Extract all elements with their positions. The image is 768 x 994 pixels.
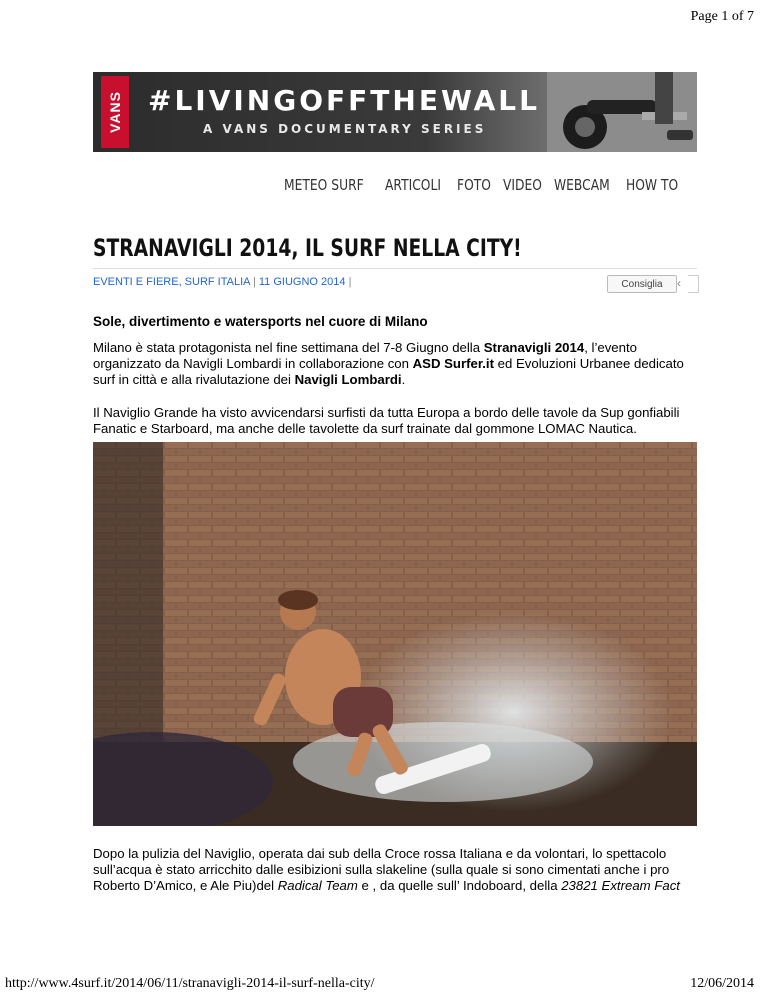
- banner-title: #LIVINGOFFTHEWALL: [148, 84, 540, 117]
- nav-item-webcam[interactable]: WEBCAM: [554, 176, 611, 194]
- share-count: [688, 275, 699, 293]
- footer-date: 12/06/2014: [690, 976, 754, 991]
- article-date: 11 GIUGNO 2014: [258, 276, 346, 288]
- article-title: STRANAVIGLI 2014, IL SURF NELLA CITY!: [93, 234, 522, 262]
- article-lead: Sole, divertimento e watersports nel cuore di Milano: [93, 314, 428, 329]
- nav-item-how-to[interactable]: HOW TO: [626, 176, 679, 194]
- page-number: Page 1 of 7: [690, 9, 754, 24]
- nav-item-foto[interactable]: FOTO: [457, 176, 492, 194]
- share-count-arrow-icon: ‹: [677, 276, 681, 290]
- title-divider: [93, 268, 697, 269]
- footer-url: http://www.4surf.it/2014/06/11/stranavigli-2014-il-surf-nella-city/: [5, 976, 375, 991]
- main-nav: [284, 176, 680, 194]
- paragraph-2: Il Naviglio Grande ha visto avvicendarsi surfisti da tutta Europa a bordo delle tavole da Sup gonfiabili Fanatic e Starboard, ma anche delle tavolette da surf trainate dal gommone LOMAC Nautica.: [93, 405, 680, 436]
- article-meta: EVENTI E FIERE, SURF ITALIA | 11 GIUGNO 2014 |: [93, 276, 352, 288]
- article-categories[interactable]: EVENTI E FIERE, SURF ITALIA: [93, 276, 250, 288]
- vans-logo: VANS: [101, 76, 129, 148]
- nav-item-articoli[interactable]: ARTICOLI: [385, 176, 442, 194]
- ad-banner[interactable]: [93, 72, 697, 152]
- nav-item-meteo-surf[interactable]: METEO SURF: [284, 176, 364, 194]
- article-photo: [93, 442, 697, 826]
- motorcycle-image: [547, 72, 697, 152]
- paragraph-1: Milano è stata protagonista nel fine settimana del 7-8 Giugno della Stranavigli 2014, l’evento organizzato da Navigli Lombardi in collaborazione con ASD Surfer.it ed Evoluzioni Urbanee dedicato surf in città e alla rivalutazione dei Navigli Lombardi.: [93, 340, 684, 387]
- share-button[interactable]: Consiglia: [607, 275, 677, 293]
- nav-item-video[interactable]: VIDEO: [502, 176, 542, 194]
- paragraph-3: Dopo la pulizia del Naviglio, operata dai sub della Croce rossa Italiana e da volontari, lo spettacolo sull’acqua è stato arricchito dalle esibizioni sulla slakeline (sulla quale si sono cimentati anche i pro Roberto D’Amico, e Ale Piu)del Radical Team e , da quelle sull’ Indoboard, della 23821 Extream Fact: [93, 846, 680, 893]
- banner-subtitle: A VANS DOCUMENTARY SERIES: [203, 122, 487, 136]
